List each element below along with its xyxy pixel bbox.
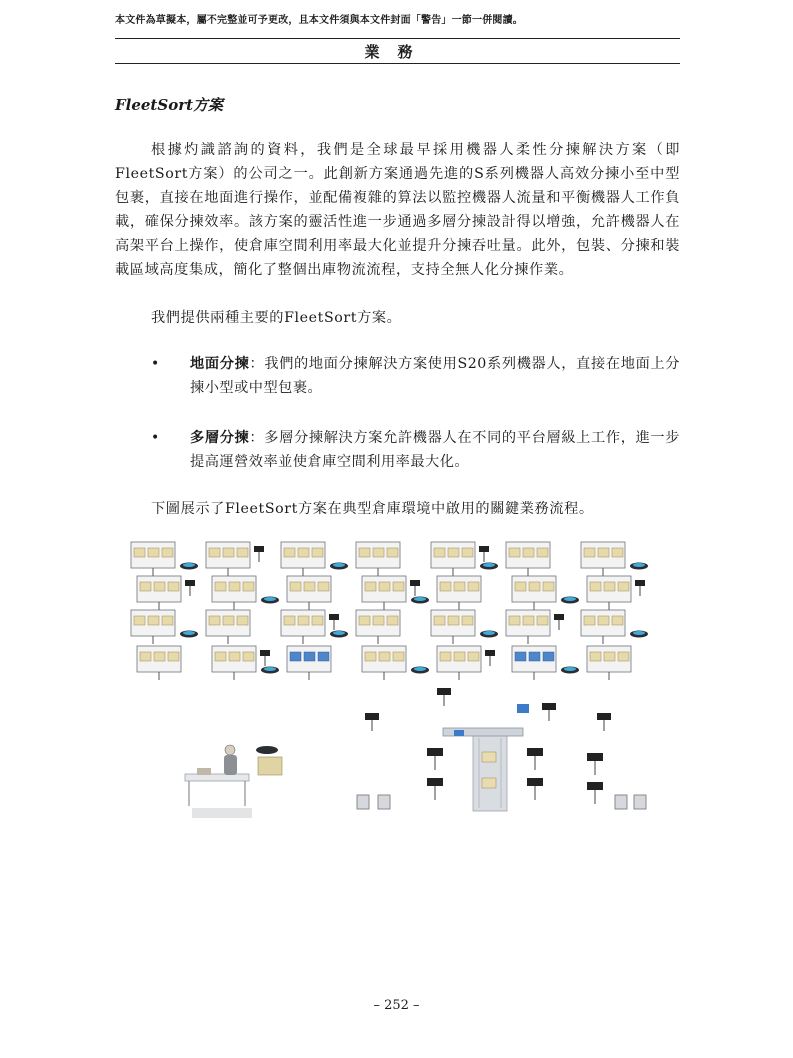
parcel (509, 548, 520, 557)
drop-sign (427, 778, 443, 786)
parcel (223, 548, 234, 557)
parcel (618, 652, 629, 661)
parcel (462, 548, 473, 557)
parcel (290, 582, 301, 591)
parcel (243, 582, 254, 591)
robot-light (333, 631, 345, 635)
parcel (462, 616, 473, 625)
drop-sign (542, 703, 556, 710)
drop-sign (485, 650, 495, 656)
parcel (448, 548, 459, 557)
parcel (318, 582, 329, 591)
robot-light (333, 563, 345, 567)
parcel (379, 582, 390, 591)
parcel (215, 652, 226, 661)
parcel (604, 582, 615, 591)
drop-sign (410, 580, 420, 586)
parcel (379, 652, 390, 661)
parcel (387, 616, 398, 625)
parcel (393, 582, 404, 591)
bullet-term: 多層分揀 (190, 430, 250, 446)
parcel (243, 652, 254, 661)
parcel (604, 652, 615, 661)
bullet-colon: ： (249, 356, 265, 372)
robot-light (633, 631, 645, 635)
drop-sign (437, 688, 451, 695)
parcel (209, 548, 220, 557)
drop-sign (527, 748, 543, 756)
parcel (237, 548, 248, 557)
drop-sign (254, 546, 264, 552)
robot-light (564, 597, 576, 601)
parcel (434, 616, 445, 625)
parcel (523, 548, 534, 557)
parcel (365, 582, 376, 591)
section-title: 業務 (364, 43, 431, 61)
parcel (290, 652, 301, 661)
parcel (318, 652, 329, 661)
figure-caption (115, 497, 680, 521)
parcel (229, 582, 240, 591)
parcel (373, 548, 384, 557)
bullet-marker: • (151, 356, 160, 372)
bullet-multi-level-sorting (190, 426, 680, 474)
header-rule-top (115, 38, 680, 39)
parcel (134, 616, 145, 625)
parcel (162, 616, 173, 625)
parcel (523, 616, 534, 625)
parcel (312, 616, 323, 625)
bullet-text: 我們的地面分揀解決方案使用S20系列機器人，直接在地面上分揀小型或中型包裹。 (190, 356, 680, 396)
drop-sign (635, 580, 645, 586)
robot-light (414, 667, 426, 671)
drop-sign (427, 748, 443, 756)
parcel (284, 548, 295, 557)
robot-light (183, 563, 195, 567)
header-rule-bottom (115, 63, 680, 64)
drop-sign (479, 546, 489, 552)
parcel (168, 652, 179, 661)
parcel (209, 616, 220, 625)
warehouse-illustration (127, 538, 659, 818)
parcel (612, 616, 623, 625)
parcel (229, 652, 240, 661)
parcel (304, 582, 315, 591)
parcel (359, 548, 370, 557)
drop-sign (329, 614, 339, 620)
parcel (543, 652, 554, 661)
parcel (365, 652, 376, 661)
offering-intro-text: 我們提供兩種主要的FleetSort方案。 (151, 310, 402, 326)
parcel (529, 652, 540, 661)
parcel (454, 582, 465, 591)
parcel (468, 652, 479, 661)
robot-light (564, 667, 576, 671)
parcel (598, 548, 609, 557)
drop-sign (260, 650, 270, 656)
robot-light (414, 597, 426, 601)
offering-intro (115, 306, 680, 330)
parcel (140, 652, 151, 661)
parcel (140, 582, 151, 591)
drop-sign (587, 753, 603, 761)
drop-sign (527, 778, 543, 786)
parcel (148, 616, 159, 625)
parcel (612, 548, 623, 557)
robot-light (483, 563, 495, 567)
bullet-marker: • (151, 430, 160, 446)
parcel (312, 548, 323, 557)
parcel (440, 652, 451, 661)
parcel (434, 548, 445, 557)
intro-text: 根據灼識諮詢的資料，我們是全球最早採用機器人柔性分揀解決方案（即FleetSort方案）的公司之一。此創新方案通過先進的S系列機器人高效分揀小至中型包裹，直接在地面進行操作，並配備複雜的算法以監控機器人流量和平衡機器人工作負載，確保分揀效率。該方案的靈活性進一步通過多層分揀設計得以增強，允許機器人在高架平台上操作，使倉庫空間利用率最大化並提升分揀吞吐量。此外，包裝、分揀和裝載區域高度集成，簡化了整個出庫物流流程，支持全無人化分揀作業。 (115, 142, 680, 278)
robot-light (483, 631, 495, 635)
parcel (440, 582, 451, 591)
parcel (515, 652, 526, 661)
robot-light (264, 667, 276, 671)
parcel (584, 616, 595, 625)
bullet-ground-sorting (190, 352, 680, 400)
parcel (154, 582, 165, 591)
parcel (387, 548, 398, 557)
parcel (618, 582, 629, 591)
parcel (584, 548, 595, 557)
bullet-term: 地面分揀 (190, 356, 250, 372)
parcel (537, 616, 548, 625)
figure-caption-text: 下圖展示了FleetSort方案在典型倉庫環境中啟用的關鍵業務流程。 (151, 501, 594, 517)
drop-sign (587, 782, 603, 790)
intro-paragraph (115, 138, 680, 282)
drop-sign (365, 713, 379, 720)
parcel (134, 548, 145, 557)
parcel (168, 582, 179, 591)
parcel (590, 582, 601, 591)
bullet-colon: ： (249, 430, 265, 446)
parcel (215, 582, 226, 591)
drop-sign (597, 713, 611, 720)
parcel (515, 582, 526, 591)
parcel (148, 548, 159, 557)
parcel (590, 652, 601, 661)
subheading: FleetSort方案 (115, 96, 224, 114)
robot-light (633, 563, 645, 567)
parcel (537, 548, 548, 557)
parcel (298, 616, 309, 625)
parcel (298, 548, 309, 557)
drop-sign (554, 614, 564, 620)
parcel (468, 582, 479, 591)
parcel (448, 616, 459, 625)
parcel (393, 652, 404, 661)
robot-light (183, 631, 195, 635)
bullet-text: 多層分揀解決方案允許機器人在不同的平台層級上工作，進一步提高運營效率並使倉庫空間利用率最大化。 (190, 430, 680, 470)
page-number: – 252 – (373, 998, 420, 1013)
parcel (529, 582, 540, 591)
parcel (284, 616, 295, 625)
parcel (154, 652, 165, 661)
parcel (373, 616, 384, 625)
draft-notice: 本文件為草擬本，屬不完整並可予更改，且本文件須與本文件封面「警告」一節一併閱讀。 (115, 15, 523, 26)
drop-sign (185, 580, 195, 586)
parcel (223, 616, 234, 625)
parcel (304, 652, 315, 661)
parcel (598, 616, 609, 625)
parcel (509, 616, 520, 625)
parcel (454, 652, 465, 661)
parcel (237, 616, 248, 625)
parcel (359, 616, 370, 625)
parcel (543, 582, 554, 591)
parcel (162, 548, 173, 557)
robot-light (264, 597, 276, 601)
